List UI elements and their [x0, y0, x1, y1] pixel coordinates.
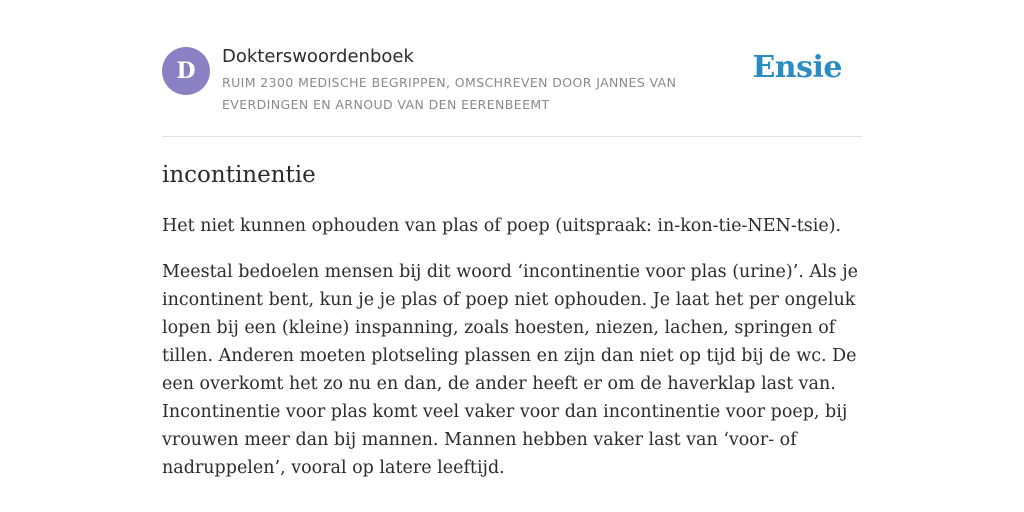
source-title[interactable]: Dokterswoordenboek — [222, 46, 414, 67]
entry — [162, 158, 862, 482]
source-subtitle: RUIM 2300 MEDISCHE BEGRIPPEN, OMSCHREVEN DOOR JANNES VAN EVERDINGEN EN ARNOUD VAN DEN EERENBEEMT — [222, 75, 677, 112]
source-header — [162, 44, 862, 137]
entry-summary: Het niet kunnen ophouden van plas of poep (uitspraak: in-kon-tie-NEN-tsie). — [162, 216, 842, 236]
brand-logo-link[interactable]: Ensie — [752, 50, 842, 85]
avatar[interactable]: D — [162, 47, 210, 95]
entry-title: incontinentie — [162, 162, 316, 188]
entry-body: Meestal bedoelen mensen bij dit woord ‘incontinentie voor plas (urine)’. Als je incontinent bent, kun je je plas of poep niet ophouden. Je laat het per ongeluk lopen bij een (kleine) inspanning, zoals hoesten, niezen, lachen, springen of tillen. Anderen moeten plotseling plassen en zijn dan niet op tijd bij de wc. De een overkomt het zo nu en dan, de ander heeft er om de haverklap last van. Incontinentie voor plas komt veel vaker voor dan incontinentie voor poep, bij vrouwen meer dan bij mannen. Mannen hebben vaker last van ‘voor- of nadruppelen’, vooral op latere leeftijd. — [162, 262, 858, 478]
